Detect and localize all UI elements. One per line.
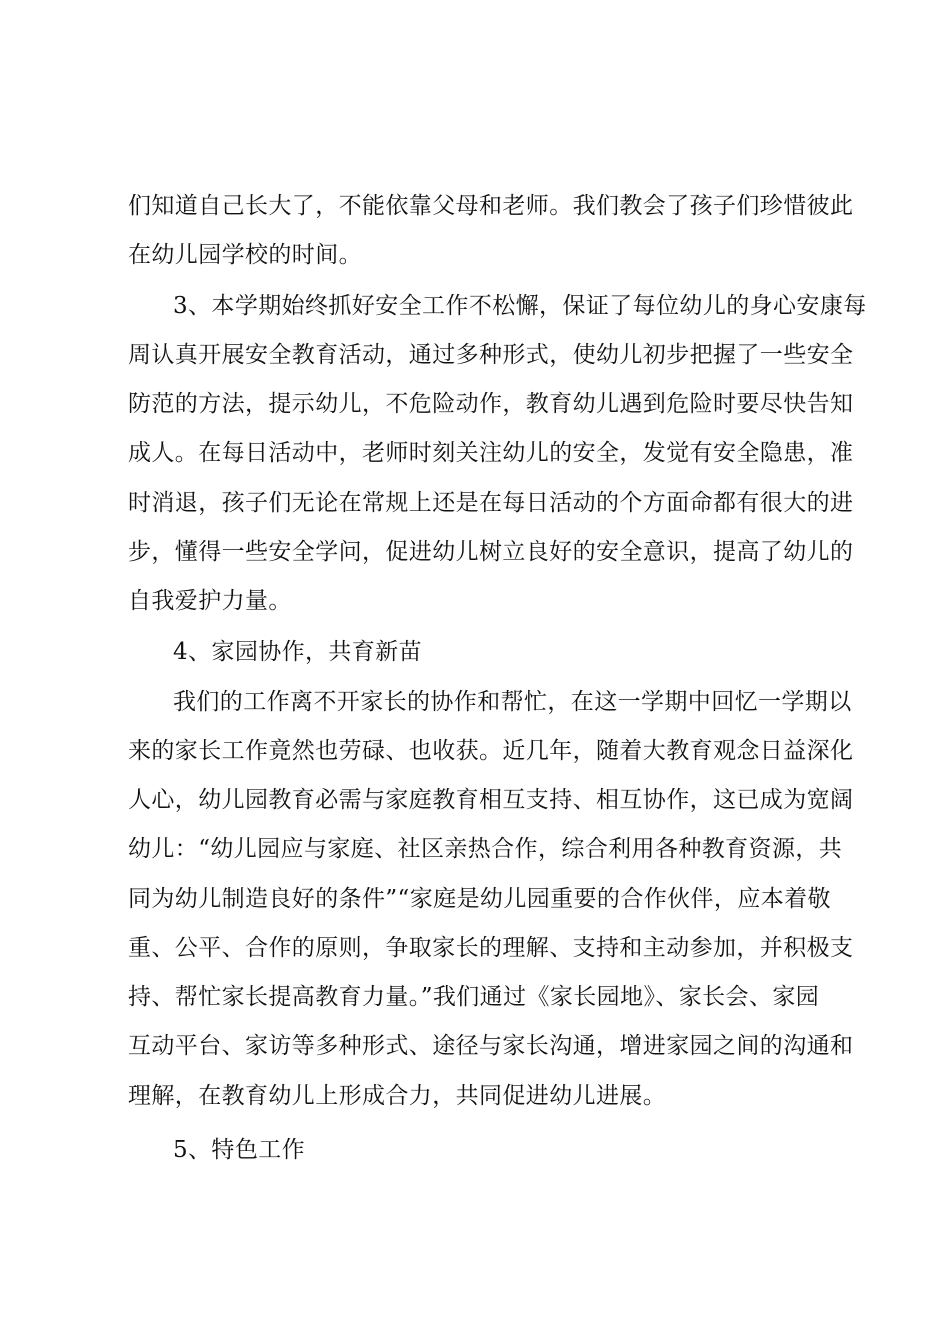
paragraph-line: 3、本学期始终抓好安全工作不松懈，保证了每位幼儿的身心安康每 xyxy=(173,293,867,319)
paragraph-line: 幼儿：“幼儿园应与家庭、社区亲热合作，综合利用各种教育资源，共 xyxy=(128,836,843,862)
paragraph-line: 成人。在每日活动中，老师时刻关注幼儿的安全，发觉有安全隐患，准 xyxy=(128,440,854,466)
section-heading: 5、特色工作 xyxy=(173,1137,306,1163)
paragraph-line: 人心，幼儿园教育必需与家庭教育相互支持、相互协作，这已成为宽阔 xyxy=(128,787,854,813)
paragraph-line: 理解，在教育幼儿上形成合力，共同促进幼儿进展。 xyxy=(128,1083,667,1109)
paragraph-line: 时消退，孩子们无论在常规上还是在每日活动的个方面命都有很大的进 xyxy=(128,490,854,516)
paragraph-line: 自我爱护力量。 xyxy=(128,588,292,614)
paragraph-line: 在幼儿园学校的时间。 xyxy=(128,242,362,268)
paragraph-line: 持、帮忙家长提高教育力量。”我们通过《家长园地》、家长会、家园 xyxy=(128,984,820,1010)
paragraph-line: 重、公平、合作的原则，争取家长的理解、支持和主动参加，并积极支 xyxy=(128,935,854,961)
paragraph-line: 步，懂得一些安全学问，促进幼儿树立良好的安全意识，提高了幼儿的 xyxy=(128,539,854,565)
paragraph-line: 防范的方法，提示幼儿，不危险动作，教育幼儿遇到危险时要尽快告知 xyxy=(128,391,854,417)
paragraph-line: 周认真开展安全教育活动，通过多种形式，使幼儿初步把握了一些安全 xyxy=(128,342,854,368)
paragraph-line: 互动平台、家访等多种形式、途径与家长沟通，增进家园之间的沟通和 xyxy=(128,1033,854,1059)
paragraph-line: 来的家长工作竟然也劳碌、也收获。近几年，随着大教育观念日益深化 xyxy=(128,738,854,764)
paragraph-line: 同为幼儿制造良好的条件”“家庭是幼儿园重要的合作伙伴，应本着敬 xyxy=(128,886,831,912)
section-heading: 4、家园协作，共育新苗 xyxy=(173,639,423,665)
paragraph-line: 们知道自己长大了，不能依靠父母和老师。我们教会了孩子们珍惜彼此 xyxy=(128,193,854,219)
paragraph-line: 我们的工作离不开家长的协作和帮忙，在这一学期中回忆一学期以 xyxy=(173,689,852,715)
